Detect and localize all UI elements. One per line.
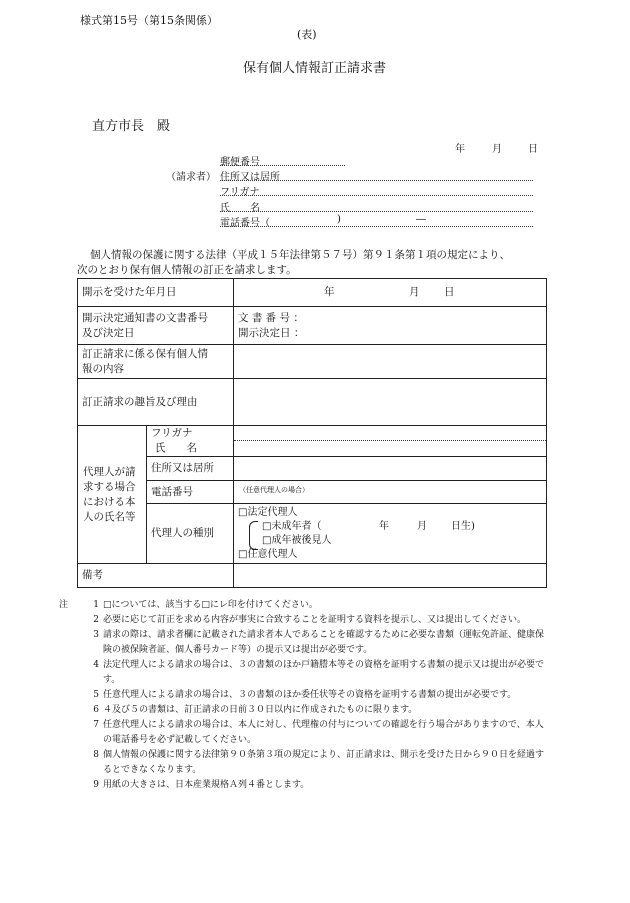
postal-code-field[interactable] <box>220 153 345 166</box>
table-row <box>78 564 547 588</box>
date-day: 日 <box>528 144 538 155</box>
agent-group-line4: 人の氏名等 <box>83 510 136 523</box>
table-row <box>78 457 547 481</box>
decision-date-label: 開示決定日 ： <box>238 326 305 339</box>
agent-name-text: 氏 名 <box>155 442 197 454</box>
table-row <box>78 307 547 345</box>
notes-section <box>59 598 552 793</box>
reason-label: 訂正請求の趣旨及び理由 <box>78 379 234 426</box>
adult-ward-checkbox[interactable]: □成年被後見人 <box>262 535 332 546</box>
document-number-label: 文 書 番 号 ： <box>238 311 304 324</box>
table-row <box>78 481 547 504</box>
decision-label-line1: 開示決定通知書の文書番号 <box>82 311 208 324</box>
note-number: 3 <box>93 630 99 640</box>
form-number: 様式第15号（第15条関係） <box>80 14 218 27</box>
phone-field[interactable] <box>220 214 533 227</box>
legal-agent-checkbox[interactable]: □法定代理人 <box>238 507 298 518</box>
minor-birth-year: 年 <box>379 521 389 532</box>
note-item <box>77 688 552 703</box>
note-item <box>59 598 552 613</box>
disclosure-date-input[interactable] <box>234 279 547 307</box>
note-text: 任意代理人による請求の場合は、３の書類のほか委任状等その資格を証明する書類の提出が必要です。 <box>103 690 517 700</box>
agent-type-options <box>234 504 547 564</box>
disclosure-year: 年 <box>324 286 335 298</box>
note-text: 法定代理人による請求の場合は、３の書類のほか戸籍謄本等その資格を証明する書類の提示又は提出が必要です。 <box>103 660 545 685</box>
note-text: ４及び５の書類は、訂正請求の日前３０日以内に作成されたものに限ります。 <box>103 705 418 715</box>
note-number: 1 <box>93 600 99 610</box>
note-text: □については、該当する□にレ印を付けてください。 <box>103 600 318 610</box>
voluntary-agent-checkbox[interactable]: □任意代理人 <box>238 549 298 560</box>
remarks-input[interactable] <box>234 564 547 588</box>
decision-input[interactable] <box>234 307 547 345</box>
table-row <box>78 279 547 307</box>
phone-dash: ― <box>416 214 426 225</box>
note-number: 2 <box>93 615 99 625</box>
note-item <box>77 748 552 778</box>
decision-label-line2: 及び決定日 <box>82 326 135 339</box>
reason-input[interactable] <box>234 379 547 426</box>
agent-group-line2: 求する場合 <box>83 480 136 493</box>
name-field[interactable] <box>220 199 533 212</box>
name-label: 氏 名 <box>220 203 260 214</box>
furigana-label: フリガナ <box>220 187 260 198</box>
agent-address-label: 住所又は居所 <box>147 457 234 481</box>
agent-phone-input[interactable] <box>234 481 547 504</box>
content-label-line1: 訂正請求に係る保有個人情 <box>82 347 208 360</box>
agent-type-label: 代理人の種別 <box>147 504 234 564</box>
addressee: 直方市長 殿 <box>92 119 171 134</box>
furigana-field[interactable] <box>220 183 533 196</box>
request-table <box>77 278 547 588</box>
address-label: 住所又は居所 <box>220 172 280 183</box>
note-item <box>77 658 552 688</box>
page-title: 保有個人情報訂正請求書 <box>243 61 387 76</box>
note-number: 8 <box>93 750 99 760</box>
date-month: 月 <box>492 144 502 155</box>
phone-paren-close: ) <box>337 214 341 225</box>
agent-group-line1: 代理人が請 <box>83 465 136 478</box>
address-field[interactable] <box>220 168 533 181</box>
note-number: 7 <box>93 720 99 730</box>
note-number: 9 <box>93 780 99 790</box>
note-number: 6 <box>93 705 99 715</box>
content-input[interactable] <box>234 345 547 379</box>
note-item <box>77 718 552 748</box>
agent-name-label <box>147 426 234 457</box>
disclosure-month: 月 <box>409 286 420 298</box>
table-row <box>78 379 547 426</box>
note-number: 4 <box>93 660 99 670</box>
note-item <box>77 613 552 628</box>
decision-label <box>78 307 234 345</box>
agent-group-label <box>78 426 147 564</box>
table-row <box>78 345 547 379</box>
side-label: (表) <box>297 28 317 41</box>
agent-furigana-label: フリガナ <box>151 427 193 439</box>
content-label-line2: 報の内容 <box>82 362 124 375</box>
minor-checkbox[interactable]: □未成年者（ <box>262 521 322 532</box>
note-text: 請求の際は、請求者欄に記載された請求者本人であることを確認するために必要な書類（運転免許証、健康保険の被保険者証、個人番号カード等）の提示又は提出が必要です。 <box>103 630 545 655</box>
note-text: 用紙の大きさは、日本産業規格Ａ列４番とします。 <box>103 780 310 790</box>
intro-line-2: 次のとおり保有個人情報の訂正を請求します。 <box>77 264 297 276</box>
phone-label: 電話番号（ <box>220 218 270 229</box>
note-item <box>77 628 552 658</box>
disclosure-date-label: 開示を受けた年月日 <box>78 279 234 307</box>
note-number: 5 <box>93 690 99 700</box>
agent-name-input[interactable] <box>234 426 547 457</box>
note-text: 任意代理人による請求の場合は、本人に対し、代理権の付与についての確認を行う場合がありますので、本人の電話番号を必ず記載してください。 <box>103 720 544 745</box>
minor-birth-day: 日生) <box>451 521 475 532</box>
content-label <box>78 345 234 379</box>
agent-address-input[interactable] <box>234 457 547 481</box>
minor-birth-month: 月 <box>417 521 427 532</box>
note-text: 個人情報の保護に関する法律第９０条第３項の規定により、訂正請求は、開示を受けた日から９０日を経過するとできなくなります。 <box>103 750 545 775</box>
agent-phone-note: （任意代理人の場合） <box>239 486 309 494</box>
agent-type-bracket <box>249 521 258 550</box>
requester-label: （請求者） <box>166 172 216 183</box>
date-year: 年 <box>455 144 465 155</box>
table-row <box>78 504 547 564</box>
agent-phone-label: 電話番号 <box>147 481 234 504</box>
table-row <box>78 426 547 457</box>
postal-code-label: 郵便番号 <box>220 157 260 168</box>
note-text: 必要に応じて訂正を求める内容が事実に合致することを証明する資料を提示し、又は提出してください。 <box>103 615 527 625</box>
note-item <box>77 778 552 793</box>
intro-line-1: 個人情報の保護に関する法律（平成１５年法律第５７号）第９１条第１項の規定により、 <box>90 249 510 261</box>
agent-group-line3: における本 <box>83 495 136 508</box>
notes-lead: 注 <box>59 600 69 610</box>
note-item <box>77 703 552 718</box>
remarks-label: 備考 <box>78 564 234 588</box>
disclosure-day: 日 <box>444 286 455 298</box>
